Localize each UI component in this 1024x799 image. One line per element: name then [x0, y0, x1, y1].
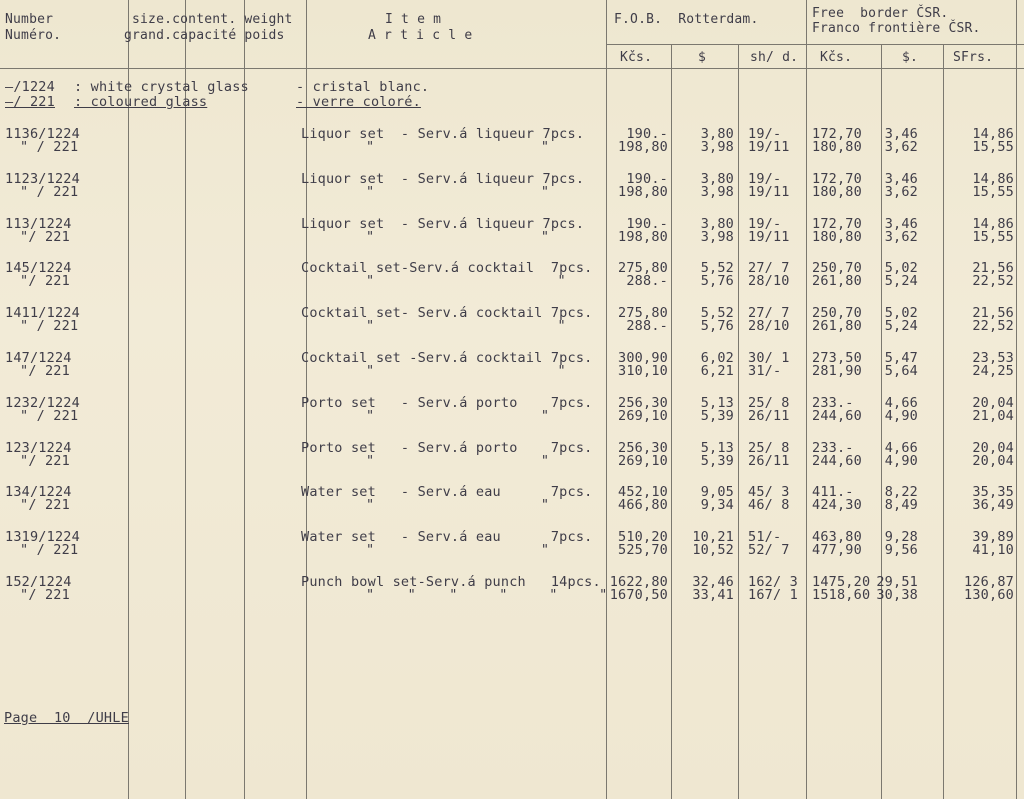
price-cell: 180,80 — [812, 139, 862, 155]
row-number: 145/1224 — [5, 260, 72, 276]
price-cell: 180,80 — [812, 229, 862, 245]
price-cell: 510,20 — [618, 529, 668, 545]
price-cell: 10,52 — [692, 542, 734, 558]
price-cell: 3,62 — [884, 229, 918, 245]
header-rule — [606, 44, 1024, 45]
price-cell: 41,10 — [972, 542, 1014, 558]
subheader-kcs: Kčs. — [620, 50, 653, 65]
price-cell: 167/ 1 — [748, 587, 798, 603]
price-cell: 19/- — [748, 171, 782, 187]
price-cell: 5,64 — [884, 363, 918, 379]
price-cell: 9,28 — [884, 529, 918, 545]
row-item-ditto: " " — [366, 497, 550, 513]
subheader-sfrs: SFrs. — [953, 50, 994, 65]
row-item-ditto: " " — [366, 139, 550, 155]
price-cell: 5,39 — [700, 453, 734, 469]
price-cell: 25/ 8 — [748, 395, 790, 411]
row-item-ditto: " " — [366, 273, 566, 289]
legend-text: : coloured glass — [74, 94, 208, 110]
price-cell: 23,53 — [972, 350, 1014, 366]
price-cell: 250,70 — [812, 305, 862, 321]
price-cell: 233.- — [812, 395, 854, 411]
price-cell: 19/11 — [748, 229, 790, 245]
price-cell: 46/ 8 — [748, 497, 790, 513]
price-cell: 3,46 — [884, 216, 918, 232]
price-cell: 25/ 8 — [748, 440, 790, 456]
price-cell: 33,41 — [692, 587, 734, 603]
price-cell: 3,46 — [884, 126, 918, 142]
row-item: Punch bowl set-Serv.á punch 14pcs. — [301, 574, 601, 590]
row-item-ditto: " " " " " " — [366, 587, 608, 603]
price-cell: 9,34 — [700, 497, 734, 513]
price-cell: 21,04 — [972, 408, 1014, 424]
row-number-coloured: " / 221 — [20, 408, 79, 424]
column-rule — [606, 0, 607, 799]
price-cell: 256,30 — [618, 440, 668, 456]
price-cell: 172,70 — [812, 216, 862, 232]
row-number-coloured: "/ 221 — [20, 587, 70, 603]
price-cell: 9,05 — [700, 484, 734, 500]
price-cell: 21,56 — [972, 260, 1014, 276]
price-cell: 190.- — [626, 171, 668, 187]
price-cell: 36,49 — [972, 497, 1014, 513]
price-cell: 190.- — [626, 216, 668, 232]
column-rule — [738, 44, 739, 799]
price-cell: 198,80 — [618, 229, 668, 245]
price-cell: 3,98 — [700, 139, 734, 155]
price-cell: 5,13 — [700, 395, 734, 411]
price-cell: 3,46 — [884, 171, 918, 187]
price-cell: 32,46 — [692, 574, 734, 590]
price-cell: 275,80 — [618, 305, 668, 321]
price-cell: 288.- — [626, 273, 668, 289]
price-cell: 5,76 — [700, 273, 734, 289]
header-article: A r t i c l e — [368, 28, 473, 43]
legend-text: : white crystal glass — [74, 79, 249, 95]
price-cell: 1622,80 — [609, 574, 668, 590]
price-cell: 5,47 — [884, 350, 918, 366]
price-cell: 3,80 — [700, 216, 734, 232]
price-cell: 172,70 — [812, 171, 862, 187]
row-number-coloured: "/ 221 — [20, 363, 70, 379]
page-footer: Page 10 /UHLE — [4, 710, 129, 726]
price-cell: 30,38 — [876, 587, 918, 603]
price-cell: 28/10 — [748, 318, 790, 334]
row-number: 1136/1224 — [5, 126, 80, 142]
price-cell: 463,80 — [812, 529, 862, 545]
price-cell: 10,21 — [692, 529, 734, 545]
price-cell: 310,10 — [618, 363, 668, 379]
price-cell: 466,80 — [618, 497, 668, 513]
price-cell: 45/ 3 — [748, 484, 790, 500]
price-cell: 4,90 — [884, 453, 918, 469]
legend-code: —/1224 — [5, 79, 55, 95]
row-number-coloured: "/ 221 — [20, 273, 70, 289]
price-cell: 424,30 — [812, 497, 862, 513]
price-cell: 162/ 3 — [748, 574, 798, 590]
price-cell: 3,62 — [884, 184, 918, 200]
price-cell: 19/11 — [748, 139, 790, 155]
price-cell: 5,13 — [700, 440, 734, 456]
price-cell: 5,24 — [884, 273, 918, 289]
price-cell: 4,66 — [884, 395, 918, 411]
price-cell: 29,51 — [876, 574, 918, 590]
price-cell: 22,52 — [972, 318, 1014, 334]
header-numero: Numéro. — [5, 28, 62, 43]
row-number: 113/1224 — [5, 216, 72, 232]
price-cell: 28/10 — [748, 273, 790, 289]
price-cell: 525,70 — [618, 542, 668, 558]
row-item-ditto: " " — [366, 318, 566, 334]
price-cell: 31/- — [748, 363, 782, 379]
price-cell: 3,80 — [700, 171, 734, 187]
column-rule — [806, 0, 807, 799]
row-item-ditto: " " — [366, 542, 550, 558]
row-item: Liquor set - Serv.á liqueur 7pcs. — [301, 126, 585, 142]
price-cell: 4,66 — [884, 440, 918, 456]
price-cell: 5,02 — [884, 260, 918, 276]
price-cell: 5,02 — [884, 305, 918, 321]
row-number: 1232/1224 — [5, 395, 80, 411]
price-cell: 5,24 — [884, 318, 918, 334]
row-item-ditto: " " — [366, 453, 550, 469]
price-cell: 1475,20 — [812, 574, 871, 590]
price-cell: 269,10 — [618, 408, 668, 424]
price-cell: 9,56 — [884, 542, 918, 558]
legend-code: —/ 221 — [5, 94, 55, 110]
price-cell: 51/- — [748, 529, 782, 545]
price-cell: 8,49 — [884, 497, 918, 513]
price-cell: 26/11 — [748, 453, 790, 469]
price-cell: 288.- — [626, 318, 668, 334]
row-item: Cocktail set-Serv.á cocktail 7pcs. — [301, 260, 593, 276]
price-cell: 250,70 — [812, 260, 862, 276]
header-grand: grand.capacité poids — [124, 28, 285, 43]
price-cell: 14,86 — [972, 171, 1014, 187]
price-cell: 244,60 — [812, 453, 862, 469]
row-item: Liquor set - Serv.á liqueur 7pcs. — [301, 171, 585, 187]
price-cell: 19/- — [748, 216, 782, 232]
price-cell: 39,89 — [972, 529, 1014, 545]
price-cell: 172,70 — [812, 126, 862, 142]
price-cell: 477,90 — [812, 542, 862, 558]
row-number: 152/1224 — [5, 574, 72, 590]
row-item-ditto: " " — [366, 363, 566, 379]
price-cell: 3,98 — [700, 184, 734, 200]
row-number: 123/1224 — [5, 440, 72, 456]
row-item-ditto: " " — [366, 184, 550, 200]
price-cell: 269,10 — [618, 453, 668, 469]
price-cell: 30/ 1 — [748, 350, 790, 366]
row-item: Water set - Serv.á eau 7pcs. — [301, 484, 593, 500]
price-cell: 6,02 — [700, 350, 734, 366]
row-number-coloured: " / 221 — [20, 184, 79, 200]
header-fob: F.O.B. Rotterdam. — [614, 12, 759, 27]
subheader-kcs-2: Kčs. — [820, 50, 853, 65]
subheader-usd-2: $. — [902, 50, 919, 65]
price-cell: 52/ 7 — [748, 542, 790, 558]
row-item: Porto set - Serv.á porto 7pcs. — [301, 440, 593, 456]
row-number: 1411/1224 — [5, 305, 80, 321]
price-cell: 261,80 — [812, 318, 862, 334]
row-item: Cocktail set -Serv.á cocktail 7pcs. — [301, 350, 593, 366]
column-rule — [244, 0, 245, 799]
price-cell: 261,80 — [812, 273, 862, 289]
price-cell: 24,25 — [972, 363, 1014, 379]
header-rule — [0, 68, 1024, 69]
row-number-coloured: "/ 221 — [20, 497, 70, 513]
column-rule — [128, 0, 129, 799]
row-number: 134/1224 — [5, 484, 72, 500]
legend-french: - verre coloré. — [296, 94, 421, 110]
column-rule — [881, 44, 882, 799]
price-cell: 4,90 — [884, 408, 918, 424]
price-cell: 273,50 — [812, 350, 862, 366]
price-cell: 22,52 — [972, 273, 1014, 289]
column-rule — [185, 0, 186, 799]
price-cell: 126,87 — [964, 574, 1014, 590]
row-item: Cocktail set- Serv.á cocktail 7pcs. — [301, 305, 593, 321]
price-cell: 256,30 — [618, 395, 668, 411]
price-cell: 130,60 — [964, 587, 1014, 603]
price-cell: 3,80 — [700, 126, 734, 142]
price-cell: 19/11 — [748, 184, 790, 200]
row-item: Water set - Serv.á eau 7pcs. — [301, 529, 593, 545]
price-cell: 15,55 — [972, 184, 1014, 200]
price-cell: 6,21 — [700, 363, 734, 379]
row-number-coloured: " / 221 — [20, 318, 79, 334]
row-item-ditto: " " — [366, 229, 550, 245]
header-number: Number — [5, 12, 54, 27]
price-cell: 190.- — [626, 126, 668, 142]
header-free-border: Free border ČSR. — [812, 6, 949, 21]
price-cell: 3,98 — [700, 229, 734, 245]
header-franco: Franco frontière ČSR. — [812, 21, 981, 36]
price-cell: 20,04 — [972, 395, 1014, 411]
price-cell: 198,80 — [618, 139, 668, 155]
price-cell: 27/ 7 — [748, 260, 790, 276]
price-cell: 20,04 — [972, 453, 1014, 469]
price-cell: 35,35 — [972, 484, 1014, 500]
row-number-coloured: " / 221 — [20, 139, 79, 155]
price-cell: 198,80 — [618, 184, 668, 200]
row-number-coloured: "/ 221 — [20, 229, 70, 245]
subheader-usd: $ — [698, 50, 707, 65]
price-cell: 281,90 — [812, 363, 862, 379]
price-cell: 15,55 — [972, 229, 1014, 245]
price-cell: 14,86 — [972, 216, 1014, 232]
column-rule — [1016, 0, 1017, 799]
price-cell: 8,22 — [884, 484, 918, 500]
price-cell: 5,39 — [700, 408, 734, 424]
row-number: 147/1224 — [5, 350, 72, 366]
header-size: size.content. weight — [132, 12, 293, 27]
column-rule — [943, 44, 944, 799]
price-cell: 27/ 7 — [748, 305, 790, 321]
price-cell: 275,80 — [618, 260, 668, 276]
price-cell: 5,52 — [700, 260, 734, 276]
legend-french: - cristal blanc. — [296, 79, 430, 95]
price-cell: 1670,50 — [609, 587, 668, 603]
row-number-coloured: "/ 221 — [20, 453, 70, 469]
column-rule — [671, 44, 672, 799]
price-cell: 233.- — [812, 440, 854, 456]
row-item: Liquor set - Serv.á liqueur 7pcs. — [301, 216, 585, 232]
row-number: 1319/1224 — [5, 529, 80, 545]
row-number-coloured: " / 221 — [20, 542, 79, 558]
price-cell: 244,60 — [812, 408, 862, 424]
price-cell: 3,62 — [884, 139, 918, 155]
price-cell: 180,80 — [812, 184, 862, 200]
price-cell: 5,52 — [700, 305, 734, 321]
price-cell: 411.- — [812, 484, 854, 500]
row-number: 1123/1224 — [5, 171, 80, 187]
price-cell: 452,10 — [618, 484, 668, 500]
price-cell: 26/11 — [748, 408, 790, 424]
price-cell: 20,04 — [972, 440, 1014, 456]
price-cell: 21,56 — [972, 305, 1014, 321]
row-item-ditto: " " — [366, 408, 550, 424]
price-cell: 1518,60 — [812, 587, 871, 603]
header-item: I t e m — [385, 12, 442, 27]
subheader-shd: sh/ d. — [750, 50, 799, 65]
price-cell: 14,86 — [972, 126, 1014, 142]
row-item: Porto set - Serv.á porto 7pcs. — [301, 395, 593, 411]
price-cell: 15,55 — [972, 139, 1014, 155]
price-cell: 19/- — [748, 126, 782, 142]
price-cell: 300,90 — [618, 350, 668, 366]
price-cell: 5,76 — [700, 318, 734, 334]
